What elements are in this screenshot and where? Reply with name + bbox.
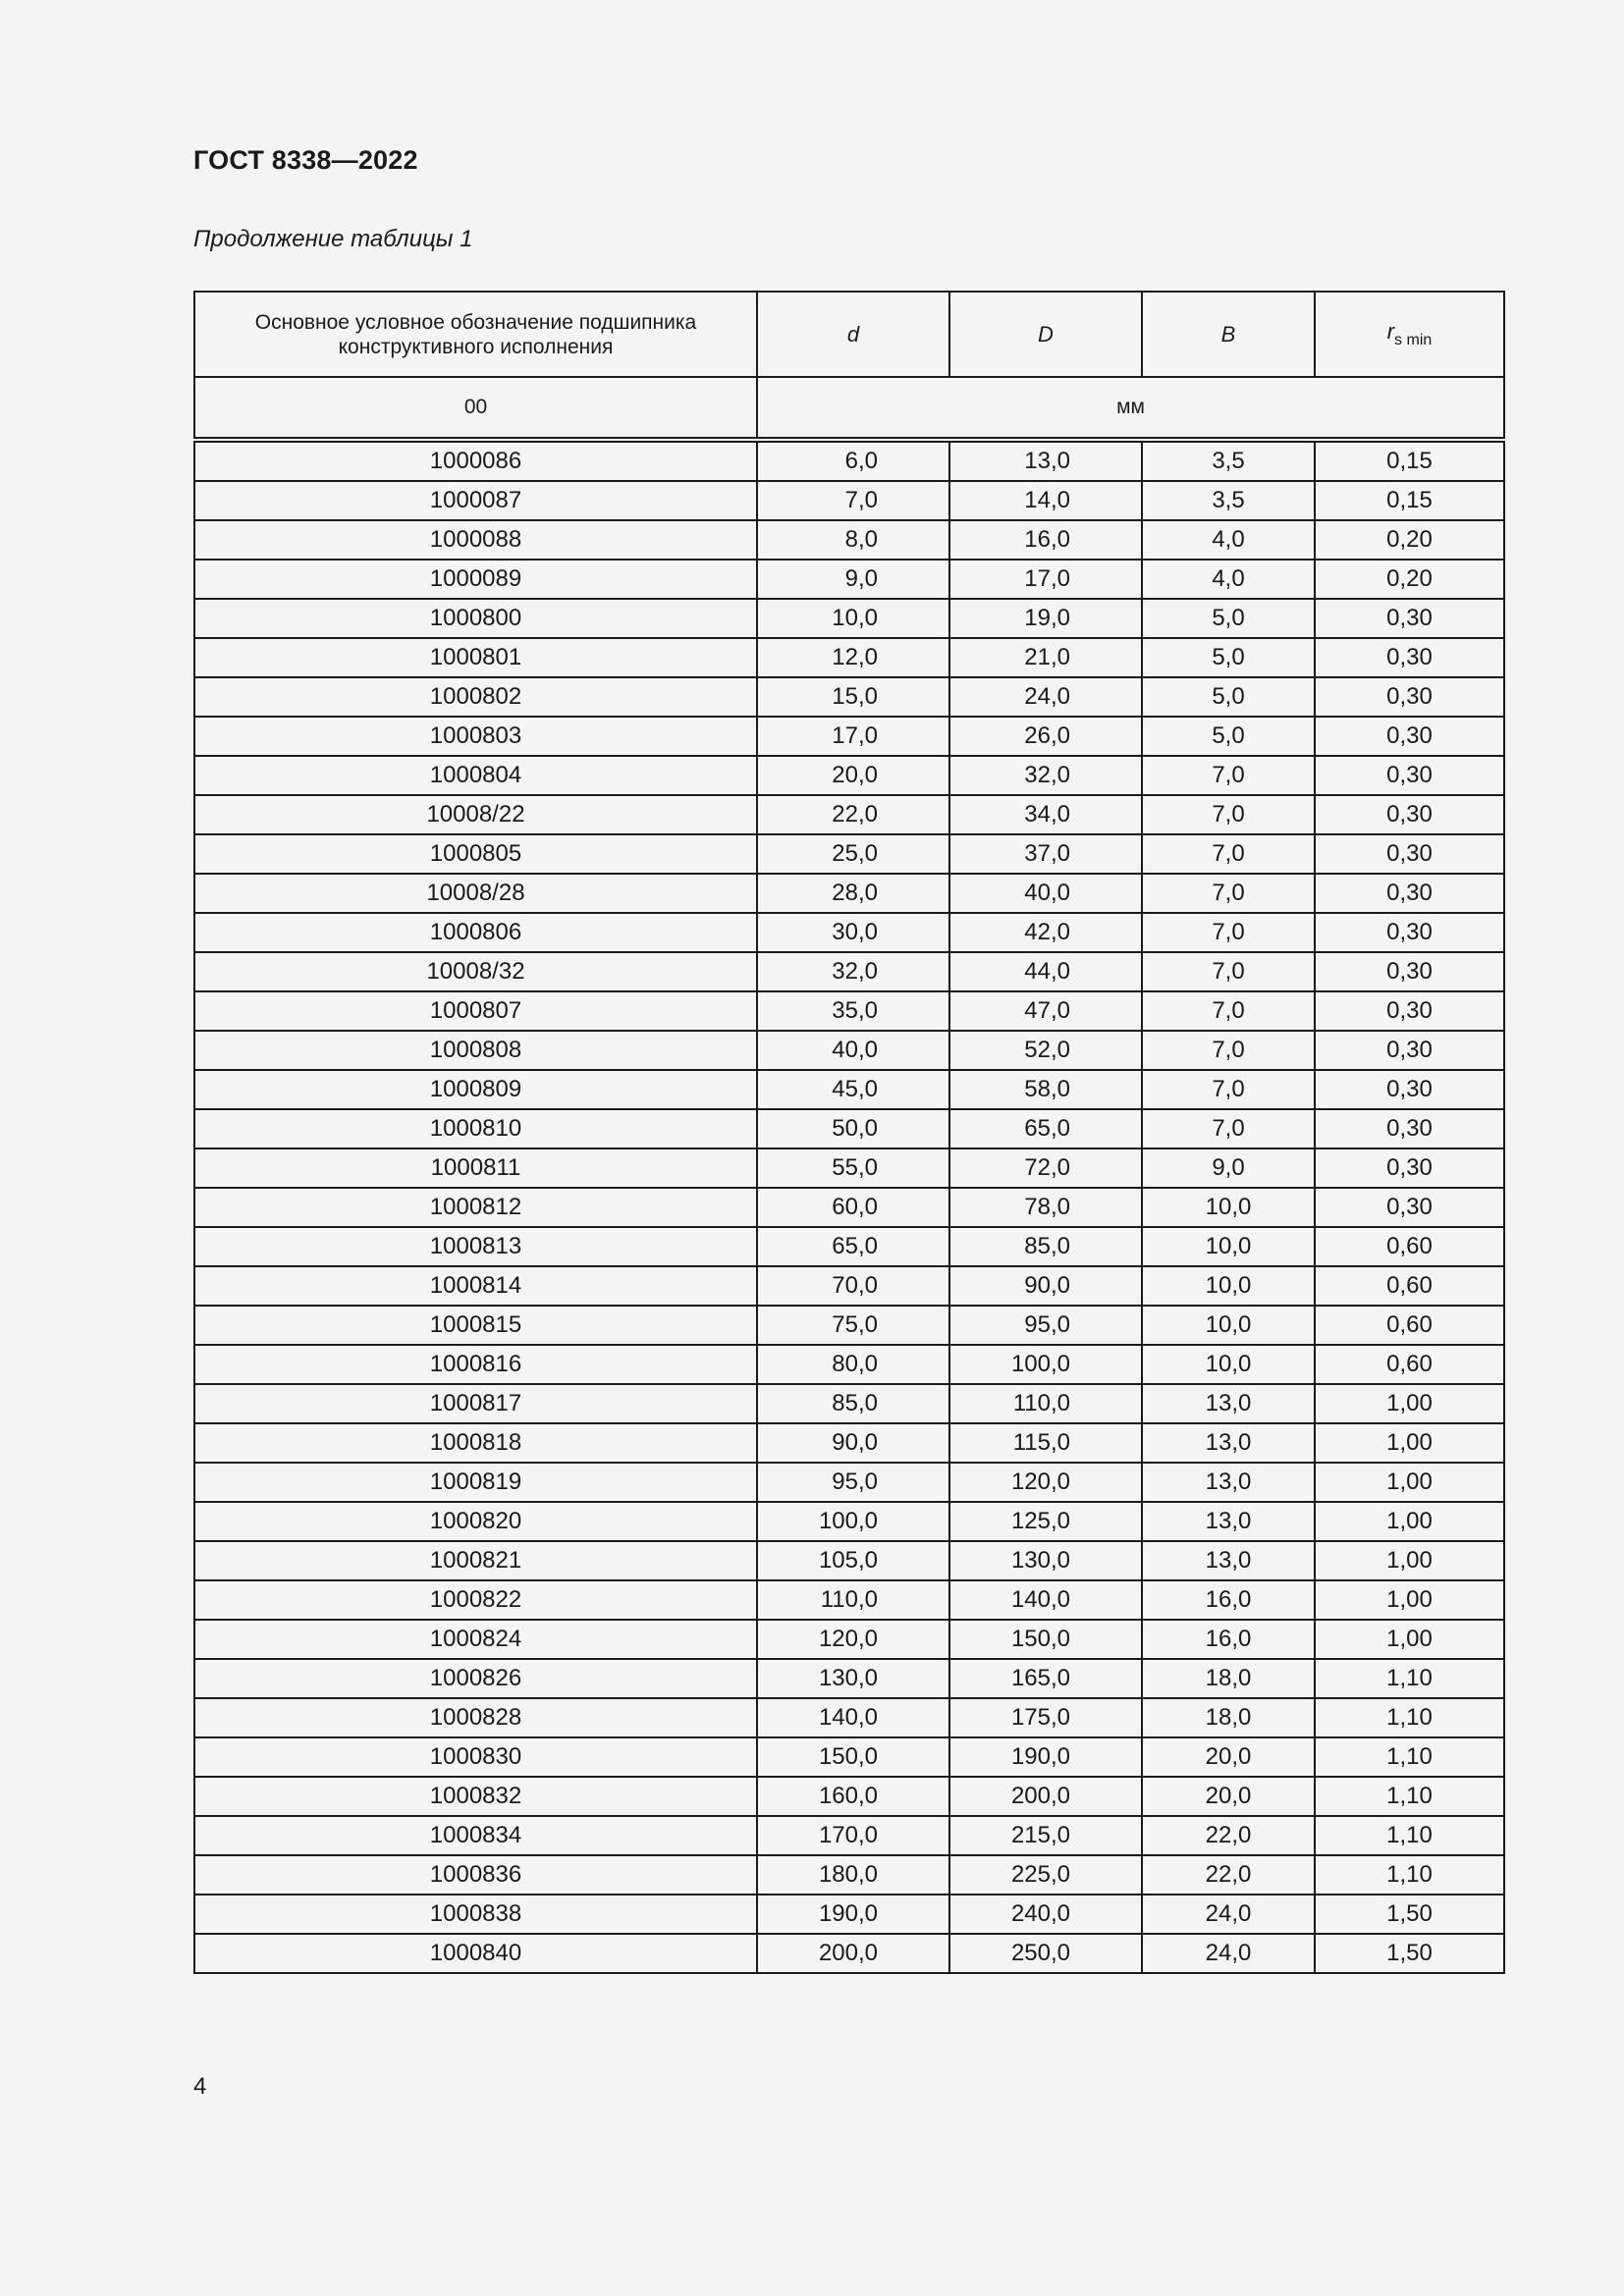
bearing-dimensions-table [193, 291, 1505, 1974]
cell-B: 3,5 [1142, 440, 1315, 481]
cell-rs-min: 0,15 [1315, 481, 1504, 520]
column-header-designation: Основное условное обозначение подшипника конструктивного исполнения [194, 292, 757, 377]
cell-B: 7,0 [1142, 795, 1315, 834]
cell-designation: 1000812 [194, 1188, 757, 1227]
cell-B: 24,0 [1142, 1934, 1315, 1973]
cell-rs-min: 0,30 [1315, 795, 1504, 834]
cell-designation: 1000820 [194, 1502, 757, 1541]
cell-B: 13,0 [1142, 1423, 1315, 1463]
cell-D: 32,0 [949, 756, 1142, 795]
cell-rs-min: 1,00 [1315, 1423, 1504, 1463]
table-header-row [194, 292, 1504, 377]
cell-D: 24,0 [949, 677, 1142, 717]
cell-rs-min: 1,00 [1315, 1502, 1504, 1541]
cell-designation: 1000838 [194, 1895, 757, 1934]
cell-B: 5,0 [1142, 599, 1315, 638]
cell-D: 37,0 [949, 834, 1142, 874]
cell-rs-min: 1,50 [1315, 1934, 1504, 1973]
cell-d: 12,0 [757, 638, 949, 677]
column-header-B: B [1142, 292, 1315, 377]
cell-rs-min: 0,30 [1315, 1109, 1504, 1148]
cell-d: 6,0 [757, 440, 949, 481]
cell-designation: 1000087 [194, 481, 757, 520]
cell-d: 95,0 [757, 1463, 949, 1502]
cell-d: 30,0 [757, 913, 949, 952]
cell-B: 7,0 [1142, 834, 1315, 874]
cell-designation: 1000834 [194, 1816, 757, 1855]
cell-d: 80,0 [757, 1345, 949, 1384]
cell-D: 65,0 [949, 1109, 1142, 1148]
table-row [194, 1188, 1504, 1227]
cell-d: 130,0 [757, 1659, 949, 1698]
subheader-designation-code: 00 [194, 377, 757, 440]
cell-D: 95,0 [949, 1306, 1142, 1345]
cell-B: 18,0 [1142, 1698, 1315, 1737]
table-row [194, 1109, 1504, 1148]
cell-B: 16,0 [1142, 1580, 1315, 1620]
cell-rs-min: 0,30 [1315, 1188, 1504, 1227]
cell-designation: 1000802 [194, 677, 757, 717]
column-header-rs-min [1315, 292, 1504, 377]
cell-rs-min: 0,30 [1315, 1070, 1504, 1109]
cell-rs-min: 0,30 [1315, 1031, 1504, 1070]
table-row [194, 1266, 1504, 1306]
cell-d: 200,0 [757, 1934, 949, 1973]
cell-B: 22,0 [1142, 1855, 1315, 1895]
cell-d: 105,0 [757, 1541, 949, 1580]
cell-d: 120,0 [757, 1620, 949, 1659]
cell-rs-min: 0,30 [1315, 1148, 1504, 1188]
cell-d: 65,0 [757, 1227, 949, 1266]
cell-B: 7,0 [1142, 913, 1315, 952]
cell-B: 7,0 [1142, 874, 1315, 913]
table-row [194, 1227, 1504, 1266]
cell-d: 15,0 [757, 677, 949, 717]
cell-B: 20,0 [1142, 1777, 1315, 1816]
table-row [194, 638, 1504, 677]
table-row [194, 520, 1504, 560]
cell-B: 24,0 [1142, 1895, 1315, 1934]
cell-designation: 1000826 [194, 1659, 757, 1698]
cell-D: 85,0 [949, 1227, 1142, 1266]
cell-D: 125,0 [949, 1502, 1142, 1541]
cell-B: 13,0 [1142, 1463, 1315, 1502]
cell-D: 13,0 [949, 440, 1142, 481]
cell-designation: 1000807 [194, 991, 757, 1031]
cell-d: 180,0 [757, 1855, 949, 1895]
table-row [194, 1816, 1504, 1855]
cell-d: 7,0 [757, 481, 949, 520]
cell-d: 50,0 [757, 1109, 949, 1148]
cell-D: 200,0 [949, 1777, 1142, 1816]
table-row [194, 1737, 1504, 1777]
cell-designation: 10008/28 [194, 874, 757, 913]
cell-designation: 1000811 [194, 1148, 757, 1188]
cell-designation: 1000089 [194, 560, 757, 599]
cell-D: 240,0 [949, 1895, 1142, 1934]
rs-symbol: r [1386, 319, 1395, 344]
cell-D: 58,0 [949, 1070, 1142, 1109]
table-row [194, 1345, 1504, 1384]
rs-subscript: s min [1394, 332, 1433, 348]
cell-designation: 1000801 [194, 638, 757, 677]
cell-d: 28,0 [757, 874, 949, 913]
cell-d: 110,0 [757, 1580, 949, 1620]
cell-designation: 1000821 [194, 1541, 757, 1580]
cell-D: 250,0 [949, 1934, 1142, 1973]
cell-rs-min: 0,30 [1315, 677, 1504, 717]
cell-B: 7,0 [1142, 756, 1315, 795]
table-body [194, 440, 1504, 1973]
table-row [194, 1895, 1504, 1934]
cell-designation: 1000840 [194, 1934, 757, 1973]
cell-B: 13,0 [1142, 1384, 1315, 1423]
cell-rs-min: 0,60 [1315, 1227, 1504, 1266]
cell-rs-min: 0,30 [1315, 952, 1504, 991]
cell-B: 4,0 [1142, 560, 1315, 599]
cell-D: 42,0 [949, 913, 1142, 952]
cell-d: 20,0 [757, 756, 949, 795]
table-row [194, 717, 1504, 756]
cell-B: 10,0 [1142, 1345, 1315, 1384]
table-subheader-row [194, 377, 1504, 440]
cell-B: 4,0 [1142, 520, 1315, 560]
cell-D: 19,0 [949, 599, 1142, 638]
cell-rs-min: 0,20 [1315, 560, 1504, 599]
cell-designation: 1000806 [194, 913, 757, 952]
cell-rs-min: 0,30 [1315, 834, 1504, 874]
cell-designation: 1000818 [194, 1423, 757, 1463]
document-title: ГОСТ 8338—2022 [193, 145, 418, 175]
cell-d: 70,0 [757, 1266, 949, 1306]
cell-D: 14,0 [949, 481, 1142, 520]
cell-d: 150,0 [757, 1737, 949, 1777]
cell-D: 52,0 [949, 1031, 1142, 1070]
cell-rs-min: 0,60 [1315, 1345, 1504, 1384]
table-row [194, 874, 1504, 913]
table-row [194, 1620, 1504, 1659]
cell-d: 60,0 [757, 1188, 949, 1227]
cell-B: 10,0 [1142, 1188, 1315, 1227]
cell-rs-min: 0,60 [1315, 1266, 1504, 1306]
cell-designation: 1000808 [194, 1031, 757, 1070]
cell-designation: 1000836 [194, 1855, 757, 1895]
cell-B: 7,0 [1142, 991, 1315, 1031]
cell-D: 150,0 [949, 1620, 1142, 1659]
cell-d: 170,0 [757, 1816, 949, 1855]
cell-d: 8,0 [757, 520, 949, 560]
cell-d: 10,0 [757, 599, 949, 638]
table-row [194, 1502, 1504, 1541]
cell-d: 25,0 [757, 834, 949, 874]
cell-rs-min: 1,00 [1315, 1541, 1504, 1580]
cell-B: 13,0 [1142, 1502, 1315, 1541]
cell-d: 160,0 [757, 1777, 949, 1816]
cell-B: 5,0 [1142, 638, 1315, 677]
cell-rs-min: 1,00 [1315, 1384, 1504, 1423]
cell-d: 32,0 [757, 952, 949, 991]
cell-rs-min: 1,10 [1315, 1659, 1504, 1698]
cell-B: 7,0 [1142, 1109, 1315, 1148]
cell-rs-min: 1,10 [1315, 1816, 1504, 1855]
cell-B: 22,0 [1142, 1816, 1315, 1855]
table-row [194, 1698, 1504, 1737]
cell-D: 40,0 [949, 874, 1142, 913]
table-row [194, 1306, 1504, 1345]
cell-B: 7,0 [1142, 1070, 1315, 1109]
table-row [194, 1463, 1504, 1502]
cell-D: 175,0 [949, 1698, 1142, 1737]
cell-rs-min: 0,30 [1315, 874, 1504, 913]
cell-B: 13,0 [1142, 1541, 1315, 1580]
table-row [194, 1580, 1504, 1620]
cell-d: 45,0 [757, 1070, 949, 1109]
cell-D: 26,0 [949, 717, 1142, 756]
cell-d: 55,0 [757, 1148, 949, 1188]
cell-rs-min: 0,30 [1315, 638, 1504, 677]
cell-D: 78,0 [949, 1188, 1142, 1227]
cell-d: 190,0 [757, 1895, 949, 1934]
table-row [194, 834, 1504, 874]
cell-d: 40,0 [757, 1031, 949, 1070]
cell-d: 85,0 [757, 1384, 949, 1423]
cell-B: 7,0 [1142, 1031, 1315, 1070]
cell-rs-min: 1,00 [1315, 1580, 1504, 1620]
cell-B: 9,0 [1142, 1148, 1315, 1188]
cell-D: 21,0 [949, 638, 1142, 677]
table-row [194, 599, 1504, 638]
cell-D: 165,0 [949, 1659, 1142, 1698]
cell-designation: 1000086 [194, 440, 757, 481]
table-row [194, 1659, 1504, 1698]
cell-rs-min: 0,30 [1315, 756, 1504, 795]
column-header-d: d [757, 292, 949, 377]
cell-B: 20,0 [1142, 1737, 1315, 1777]
cell-rs-min: 1,10 [1315, 1698, 1504, 1737]
cell-designation: 1000088 [194, 520, 757, 560]
cell-B: 18,0 [1142, 1659, 1315, 1698]
cell-d: 35,0 [757, 991, 949, 1031]
cell-d: 9,0 [757, 560, 949, 599]
cell-rs-min: 0,20 [1315, 520, 1504, 560]
cell-D: 215,0 [949, 1816, 1142, 1855]
table-row [194, 677, 1504, 717]
cell-rs-min: 1,10 [1315, 1737, 1504, 1777]
cell-rs-min: 0,60 [1315, 1306, 1504, 1345]
page-number: 4 [193, 2073, 207, 2100]
cell-designation: 1000830 [194, 1737, 757, 1777]
table-row [194, 1934, 1504, 1973]
cell-d: 17,0 [757, 717, 949, 756]
cell-rs-min: 1,10 [1315, 1855, 1504, 1895]
table-row [194, 1148, 1504, 1188]
cell-B: 7,0 [1142, 952, 1315, 991]
cell-rs-min: 1,10 [1315, 1777, 1504, 1816]
cell-designation: 1000832 [194, 1777, 757, 1816]
cell-designation: 1000819 [194, 1463, 757, 1502]
cell-designation: 1000805 [194, 834, 757, 874]
cell-B: 3,5 [1142, 481, 1315, 520]
cell-designation: 1000828 [194, 1698, 757, 1737]
cell-designation: 1000816 [194, 1345, 757, 1384]
cell-D: 44,0 [949, 952, 1142, 991]
table-row [194, 440, 1504, 481]
cell-D: 72,0 [949, 1148, 1142, 1188]
cell-rs-min: 0,30 [1315, 599, 1504, 638]
cell-d: 140,0 [757, 1698, 949, 1737]
cell-rs-min: 0,30 [1315, 717, 1504, 756]
cell-B: 10,0 [1142, 1266, 1315, 1306]
table-caption: Продолжение таблицы 1 [193, 226, 473, 252]
table-row [194, 952, 1504, 991]
cell-B: 16,0 [1142, 1620, 1315, 1659]
cell-designation: 1000810 [194, 1109, 757, 1148]
cell-rs-min: 0,15 [1315, 440, 1504, 481]
table-row [194, 795, 1504, 834]
cell-B: 5,0 [1142, 677, 1315, 717]
cell-designation: 1000803 [194, 717, 757, 756]
cell-designation: 1000817 [194, 1384, 757, 1423]
cell-D: 225,0 [949, 1855, 1142, 1895]
cell-D: 130,0 [949, 1541, 1142, 1580]
cell-D: 17,0 [949, 560, 1142, 599]
table-row [194, 1855, 1504, 1895]
table-row [194, 1031, 1504, 1070]
cell-D: 16,0 [949, 520, 1142, 560]
subheader-units: мм [757, 377, 1504, 440]
cell-designation: 10008/32 [194, 952, 757, 991]
cell-D: 110,0 [949, 1384, 1142, 1423]
table-row [194, 1384, 1504, 1423]
cell-D: 34,0 [949, 795, 1142, 834]
table-row [194, 913, 1504, 952]
cell-D: 140,0 [949, 1580, 1142, 1620]
cell-d: 90,0 [757, 1423, 949, 1463]
cell-d: 22,0 [757, 795, 949, 834]
cell-designation: 1000809 [194, 1070, 757, 1109]
cell-rs-min: 1,00 [1315, 1463, 1504, 1502]
cell-rs-min: 0,30 [1315, 991, 1504, 1031]
cell-B: 10,0 [1142, 1306, 1315, 1345]
cell-B: 5,0 [1142, 717, 1315, 756]
cell-D: 90,0 [949, 1266, 1142, 1306]
table-row [194, 481, 1504, 520]
cell-rs-min: 1,50 [1315, 1895, 1504, 1934]
cell-designation: 1000815 [194, 1306, 757, 1345]
cell-D: 120,0 [949, 1463, 1142, 1502]
cell-designation: 1000813 [194, 1227, 757, 1266]
table-row [194, 1777, 1504, 1816]
cell-d: 75,0 [757, 1306, 949, 1345]
cell-rs-min: 1,00 [1315, 1620, 1504, 1659]
cell-rs-min: 0,30 [1315, 913, 1504, 952]
cell-B: 10,0 [1142, 1227, 1315, 1266]
cell-D: 47,0 [949, 991, 1142, 1031]
table-row [194, 560, 1504, 599]
cell-D: 115,0 [949, 1423, 1142, 1463]
cell-designation: 1000804 [194, 756, 757, 795]
table-row [194, 756, 1504, 795]
cell-designation: 10008/22 [194, 795, 757, 834]
cell-designation: 1000800 [194, 599, 757, 638]
cell-D: 190,0 [949, 1737, 1142, 1777]
table-row [194, 991, 1504, 1031]
cell-designation: 1000822 [194, 1580, 757, 1620]
cell-designation: 1000814 [194, 1266, 757, 1306]
table-row [194, 1070, 1504, 1109]
table-row [194, 1541, 1504, 1580]
column-header-D: D [949, 292, 1142, 377]
cell-designation: 1000824 [194, 1620, 757, 1659]
cell-D: 100,0 [949, 1345, 1142, 1384]
cell-d: 100,0 [757, 1502, 949, 1541]
table-row [194, 1423, 1504, 1463]
